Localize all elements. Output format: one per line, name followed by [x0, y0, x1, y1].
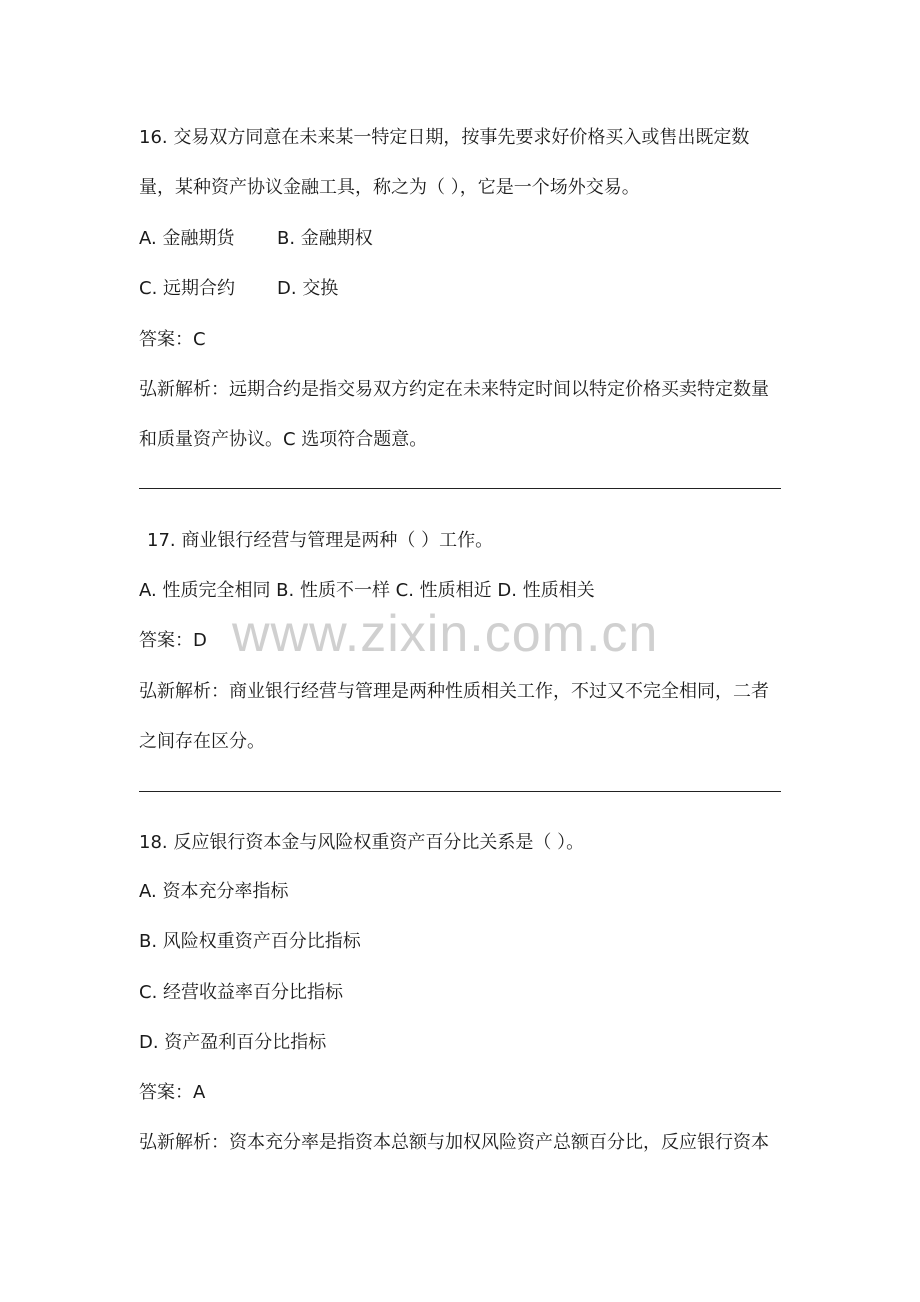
- q17-stem: 17. 商业银行经营与管理是两种（ ）工作。: [147, 530, 494, 551]
- q17-answer: 答案：D: [139, 630, 207, 651]
- q17-options: A. 性质完全相同 B. 性质不一样 C. 性质相近 D. 性质相关: [139, 580, 595, 601]
- q16-stem-line2: 量，某种资产协议金融工具，称之为（ ），它是一个场外交易。: [139, 177, 640, 198]
- q16-option-a: A. 金融期货: [139, 228, 235, 249]
- q16-option-b: B. 金融期权: [277, 228, 373, 249]
- q16-options-ab: [139, 227, 784, 251]
- q16-analysis-line1: 弘新解析：远期合约是指交易双方约定在未来特定时间以特定价格买卖特定数量: [139, 379, 769, 400]
- q16-option-c: C. 远期合约: [139, 278, 236, 299]
- q16-option-d: D. 交换: [277, 278, 339, 299]
- q16-answer: 答案：C: [139, 329, 206, 350]
- watermark: www.zixin.com.cn: [232, 605, 659, 663]
- q16-options-cd: [139, 277, 784, 301]
- q18-option-c: C. 经营收益率百分比指标: [139, 982, 344, 1003]
- q18-option-b: B. 风险权重资产百分比指标: [139, 931, 361, 952]
- q18-answer: 答案：A: [139, 1082, 206, 1103]
- q16-analysis-line2: 和质量资产协议。C 选项符合题意。: [139, 429, 428, 450]
- separator-rule: [139, 488, 781, 489]
- separator-rule: [139, 791, 781, 792]
- q17-analysis-line2: 之间存在区分。: [139, 731, 265, 752]
- q17-analysis-line1: 弘新解析：商业银行经营与管理是两种性质相关工作，不过又不完全相同，二者: [139, 681, 769, 702]
- q18-option-d: D. 资产盈利百分比指标: [139, 1032, 327, 1053]
- q16-stem-line1: 16. 交易双方同意在未来某一特定日期，按事先要求好价格买入或售出既定数: [139, 127, 750, 148]
- q18-option-a: A. 资本充分率指标: [139, 881, 289, 902]
- q18-analysis-line1: 弘新解析：资本充分率是指资本总额与加权风险资产总额百分比，反应银行资本: [139, 1132, 769, 1153]
- q18-stem: 18. 反应银行资本金与风险权重资产百分比关系是（ ）。: [139, 832, 585, 853]
